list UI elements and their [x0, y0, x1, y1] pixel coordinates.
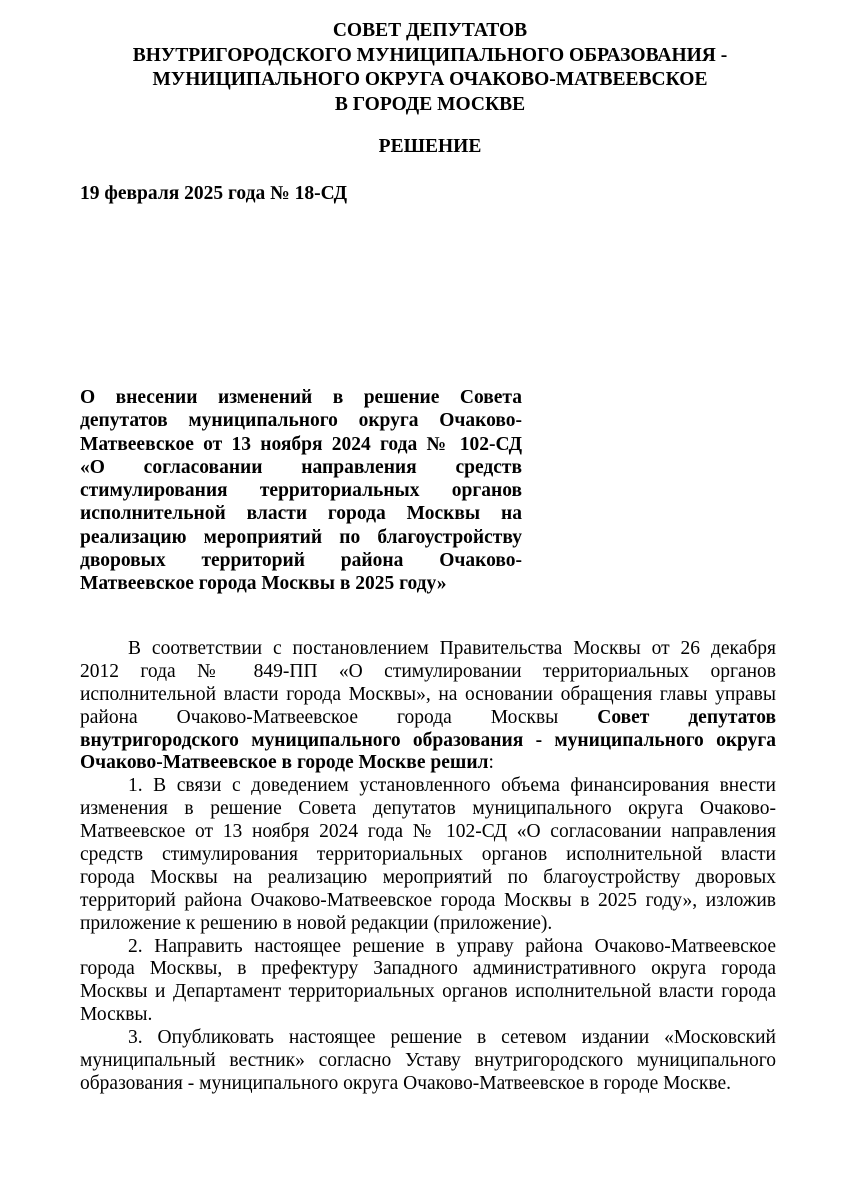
- subject-title: [80, 386, 522, 596]
- subject-line: депутатов муниципального округа Очаково-: [80, 410, 522, 432]
- subject-line: «О согласовании направления средств: [80, 456, 522, 478]
- subject-line: дворовых территорий района Очаково-: [80, 550, 522, 572]
- subject-line: Матвеевское от 13 ноября 2024 года № 102-СД: [80, 433, 522, 455]
- item-line: муниципальный вестник» согласно Уставу внутригородского муниципального: [80, 1050, 776, 1072]
- header-line: СОВЕТ ДЕПУТАТОВ: [332, 20, 528, 41]
- preamble-line: 2012 года № 849-ПП «О стимулировании территориальных органов: [80, 660, 776, 682]
- preamble-line: исполнительной власти города Москвы», на основании обращения главы управы: [80, 683, 776, 705]
- preamble-paragraph: [80, 638, 776, 775]
- subject-line: Матвеевское города Москвы в 2025 году»: [80, 573, 447, 595]
- issuer-header: [80, 19, 780, 117]
- preamble-line: [80, 730, 776, 753]
- header-line: В ГОРОДЕ МОСКВЕ: [334, 93, 526, 115]
- item-line: приложение к решению в новой редакции (приложение).: [80, 912, 553, 934]
- document-type: РЕШЕНИЕ: [378, 136, 482, 157]
- preamble-text: района Очаково-Матвеевское города Москвы: [80, 706, 598, 728]
- item-line: Матвеевское от 13 ноября 2024 года № 102-СД «О согласовании направления: [80, 821, 776, 843]
- item-line: города Москвы на реализацию мероприятий по благоустройству дворовых: [80, 866, 776, 888]
- preamble-line: [80, 752, 776, 775]
- subject-line: О внесении изменений в решение Совета: [80, 387, 522, 408]
- preamble-colon: :: [488, 752, 494, 774]
- item-line: 3. Опубликовать настоящее решение в сетевом издании «Московский: [128, 1027, 776, 1049]
- item-line: 1. В связи с доведением установленного объема финансирования внести: [128, 775, 776, 797]
- item-line: средств стимулирования территориальных органов исполнительной власти: [80, 844, 776, 866]
- preamble-line: [80, 707, 776, 730]
- preamble-bold-text: внутригородского муниципального образования - муниципального округа: [80, 729, 776, 751]
- document-date: 19 февраля 2025 года № 18-СД: [80, 183, 348, 204]
- item-line: города Москвы, в префектуру Западного административного округа города: [80, 958, 776, 980]
- item-line: изменения в решение Совета депутатов муниципального округа Очаково-: [80, 798, 776, 820]
- item-1-paragraph: [80, 775, 776, 935]
- preamble-bold-text: Очаково-Матвеевское в городе Москве решил: [80, 752, 489, 774]
- item-line: территорий района Очаково-Матвеевское города Москвы в 2025 году», изложив: [80, 889, 776, 911]
- decision-body: [80, 638, 776, 1096]
- item-3-paragraph: [80, 1027, 776, 1096]
- header-line: ВНУТРИГОРОДСКОГО МУНИЦИПАЛЬНОГО ОБРАЗОВАНИЯ -: [132, 44, 728, 66]
- subject-line: исполнительной власти города Москвы на: [80, 503, 522, 525]
- item-line: Москвы и Департамент территориальных органов исполнительной власти города: [80, 981, 776, 1003]
- item-line: 2. Направить настоящее решение в управу района Очаково-Матвеевское: [128, 935, 776, 957]
- preamble-bold-text: Совет депутатов: [597, 706, 776, 728]
- subject-line: реализацию мероприятий по благоустройству: [80, 526, 522, 548]
- preamble-line: В соответствии с постановлением Правительства Москвы от 26 декабря: [128, 638, 776, 659]
- subject-line: стимулирования территориальных органов: [80, 480, 522, 502]
- item-2-paragraph: [80, 936, 776, 1028]
- item-line: Москвы.: [80, 1004, 153, 1026]
- header-line: МУНИЦИПАЛЬНОГО ОКРУГА ОЧАКОВО-МАТВЕЕВСКОЕ: [152, 69, 708, 90]
- item-line: образования - муниципального округа Очаково-Матвеевское в городе Москве.: [80, 1072, 731, 1094]
